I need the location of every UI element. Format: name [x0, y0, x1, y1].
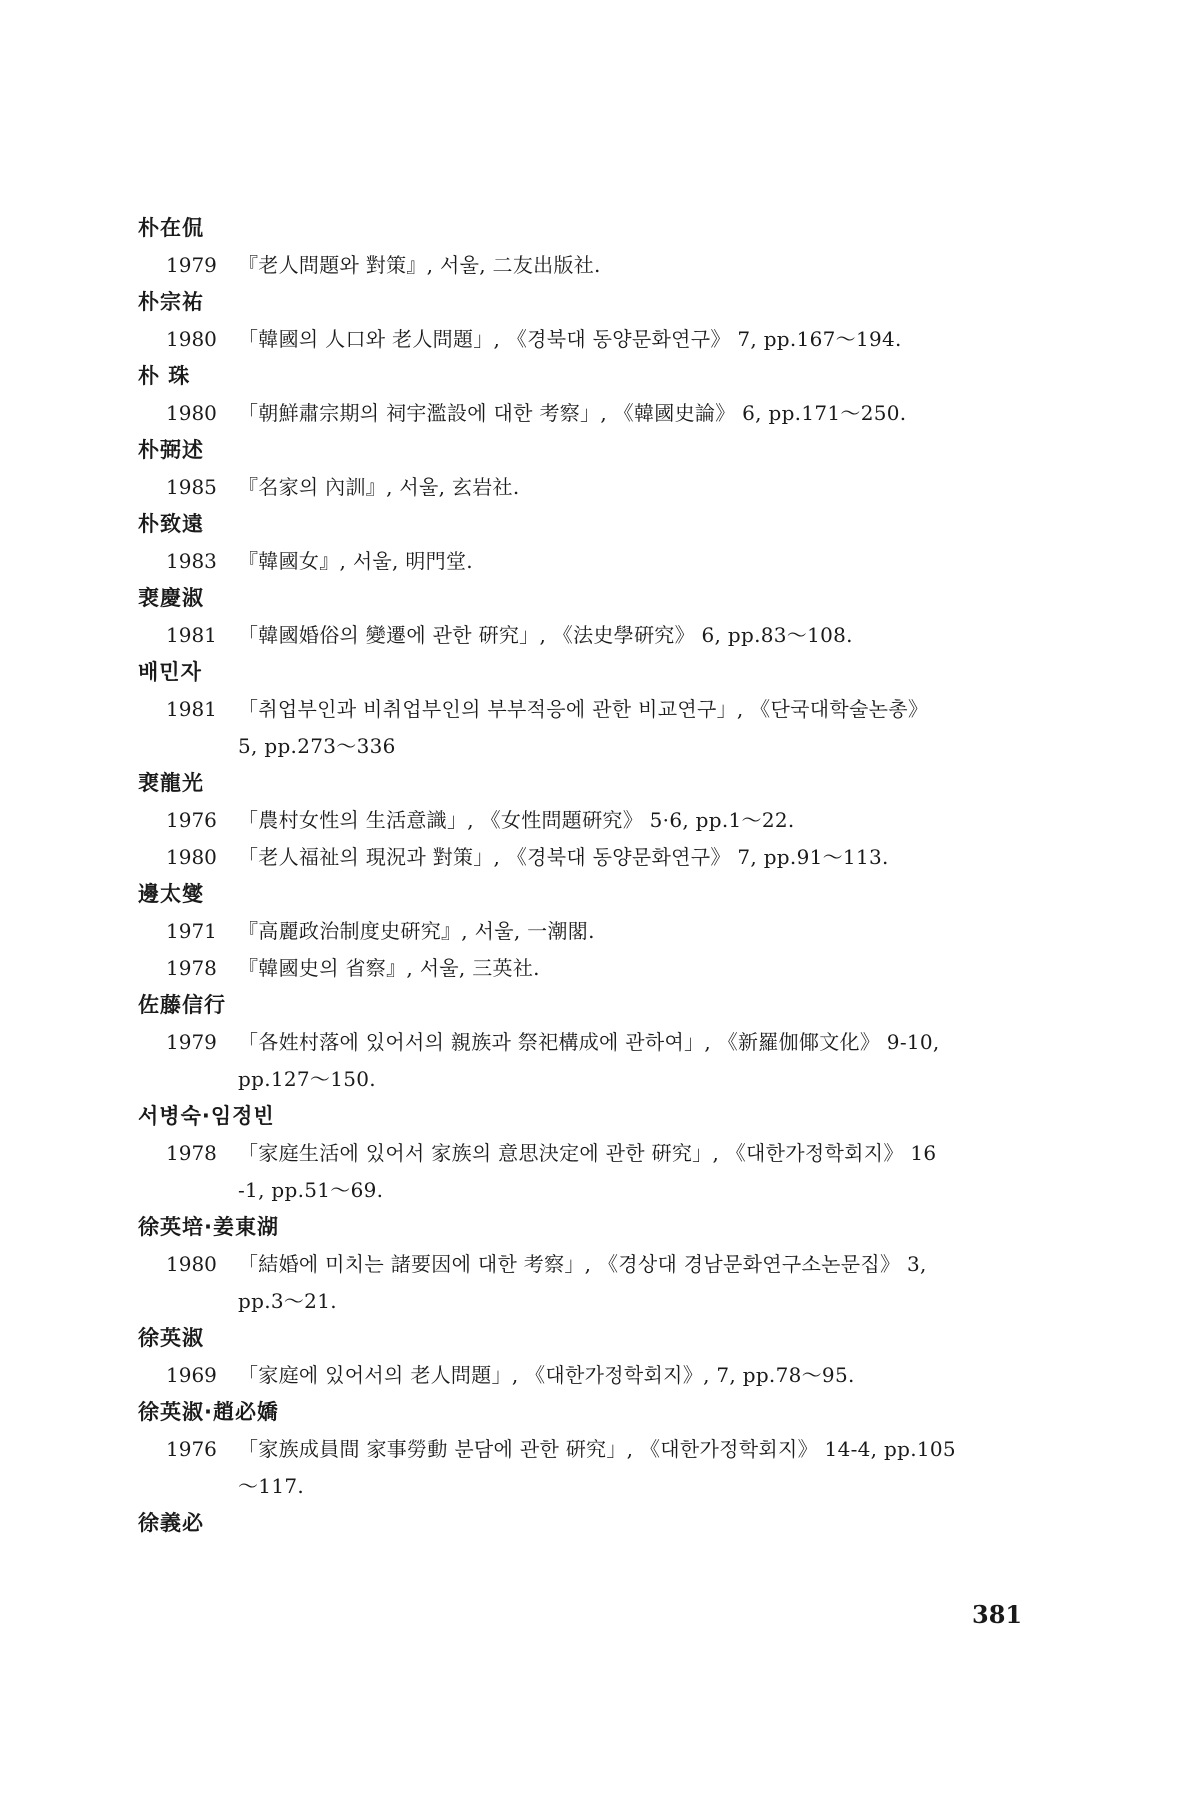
entry-year: 1981 [166, 697, 217, 721]
author-heading: 邊太燮 [138, 882, 204, 906]
entry-year: 1971 [166, 919, 217, 943]
entry-year: 1978 [166, 1141, 217, 1165]
bibliography-entry [138, 802, 1043, 839]
entry-year: 1980 [166, 1252, 217, 1276]
bibliography-entry [138, 1024, 1043, 1098]
entry-text: 「韓國의 人口와 老人問題」, 《경북대 동양문화연구》 7, pp.167～194. [238, 327, 902, 351]
bibliography-entry [138, 247, 1043, 284]
entry-text: 『韓國史의 省察』, 서울, 三英社. [238, 956, 540, 980]
author-heading: 朴致遠 [138, 512, 204, 536]
entry-year: 1976 [166, 1437, 217, 1461]
author-heading: 佐藤信行 [138, 993, 226, 1017]
entry-year: 1969 [166, 1363, 217, 1387]
entry-year: 1985 [166, 475, 217, 499]
entry-year: 1979 [166, 253, 217, 277]
page-number: 381 [972, 1600, 1023, 1629]
entry-year: 1976 [166, 808, 217, 832]
entry-year: 1980 [166, 845, 217, 869]
bibliography-entry [138, 543, 1043, 580]
bibliography-entry [138, 469, 1043, 506]
entry-text: 「家庭에 있어서의 老人問題」, 《대한가정학회지》, 7, pp.78～95. [238, 1363, 855, 1387]
bibliography-entry [138, 839, 1043, 876]
entry-text: 「家庭生活에 있어서 家族의 意思決定에 관한 硏究」, 《대한가정학회지》 16 -1, pp.51～69. [238, 1141, 937, 1202]
bibliography-entry [138, 1431, 1043, 1505]
bibliography-entry [138, 950, 1043, 987]
entry-text: 「韓國婚俗의 變遷에 관한 硏究」, 《法史學硏究》 6, pp.83～108. [238, 623, 853, 647]
entry-text: 『韓國女』, 서울, 明門堂. [238, 549, 473, 573]
entry-text: 「朝鮮肅宗期의 祠宇濫設에 대한 考察」, 《韓國史論》 6, pp.171～250. [238, 401, 907, 425]
entry-text: 「各姓村落에 있어서의 親族과 祭祀構成에 관하여」, 《新羅伽倻文化》 9-10, pp.127～150. [238, 1030, 940, 1091]
entry-year: 1978 [166, 956, 217, 980]
entry-text: 『高麗政治制度史硏究』, 서울, 一潮閣. [238, 919, 595, 943]
bibliography-entry [138, 1135, 1043, 1209]
bibliography-entry [138, 395, 1043, 432]
entry-text: 『老人問題와 對策』, 서울, 二友出版社. [238, 253, 601, 277]
entry-text: 「취업부인과 비취업부인의 부부적응에 관한 비교연구」, 《단국대학술논총》 5, pp.273～336 [238, 697, 929, 758]
entry-year: 1981 [166, 623, 217, 647]
entry-year: 1979 [166, 1030, 217, 1054]
author-heading: 徐英淑·趙必嬌 [138, 1400, 279, 1424]
author-heading: 朴 珠 [138, 364, 191, 388]
bibliography-entry [138, 1357, 1043, 1394]
author-heading: 배민자 [138, 660, 202, 684]
bibliography-entry [138, 617, 1043, 654]
author-heading: 徐英淑 [138, 1326, 204, 1350]
bibliography-list [138, 210, 1043, 1542]
entry-year: 1980 [166, 327, 217, 351]
entry-text: 『名家의 內訓』, 서울, 玄岩社. [238, 475, 520, 499]
entry-year: 1980 [166, 401, 217, 425]
entry-text: 「農村女性의 生活意識」, 《女性問題硏究》 5·6, pp.1～22. [238, 808, 795, 832]
bibliography-entry [138, 691, 1043, 765]
author-heading: 裵慶淑 [138, 586, 204, 610]
author-heading: 徐義必 [138, 1511, 204, 1535]
entry-text: 「老人福祉의 現況과 對策」, 《경북대 동양문화연구》 7, pp.91～113. [238, 845, 889, 869]
author-heading: 朴宗祐 [138, 290, 204, 314]
author-heading: 朴在侃 [138, 216, 204, 240]
author-heading: 서병숙·임정빈 [138, 1104, 275, 1128]
author-heading: 裵龍光 [138, 771, 204, 795]
bibliography-entry [138, 913, 1043, 950]
bibliography-entry [138, 1246, 1043, 1320]
bibliography-entry [138, 321, 1043, 358]
entry-year: 1983 [166, 549, 217, 573]
author-heading: 徐英培·姜東湖 [138, 1215, 279, 1239]
entry-text: 「家族成員間 家事勞動 분담에 관한 硏究」, 《대한가정학회지》 14-4, pp.105 ～117. [238, 1437, 956, 1498]
entry-text: 「結婚에 미치는 諸要因에 대한 考察」, 《경상대 경남문화연구소논문집》 3, pp.3～21. [238, 1252, 927, 1313]
author-heading: 朴弼述 [138, 438, 204, 462]
